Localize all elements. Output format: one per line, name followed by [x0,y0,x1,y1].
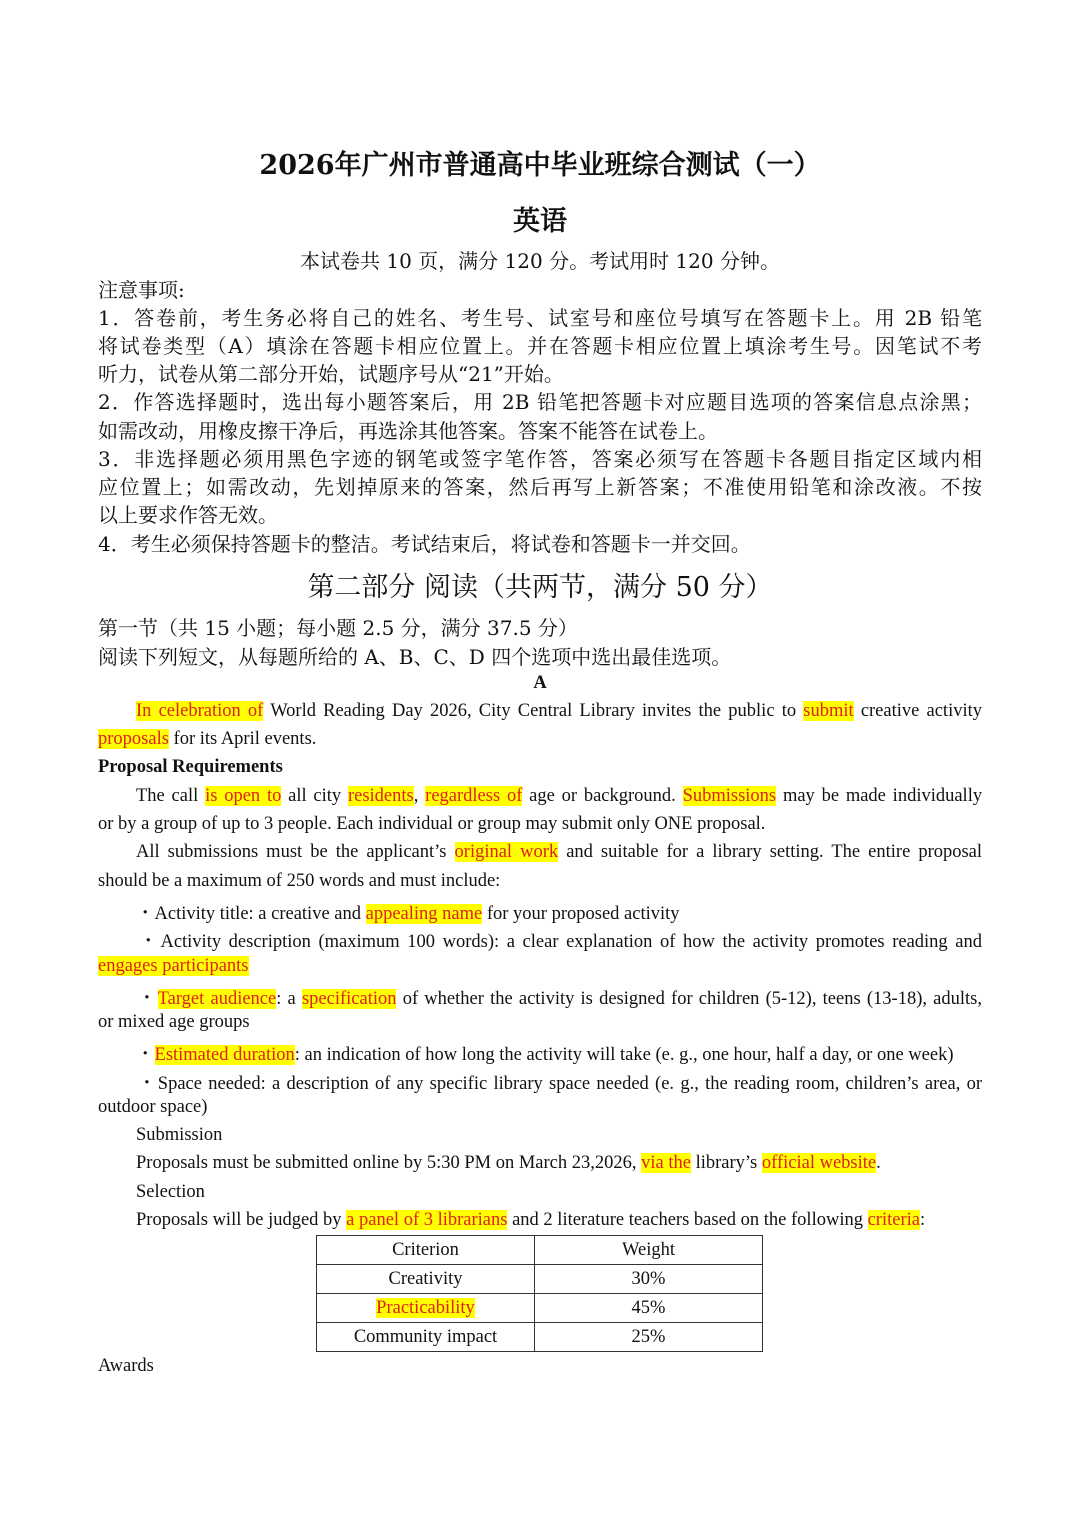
highlight: proposals [98,729,169,749]
notice-line: 将试卷类型（A）填涂在答题卡相应位置上。并在答题卡相应位置上填涂考生号。因笔试不考 [98,334,982,358]
highlight: residents [347,786,414,806]
submission-text: Proposals must be submitted online by 5:30 PM on March 23,2026, via the library’s official website. [136,1153,881,1173]
subject-title: 英语 [513,206,567,237]
highlight: is open to [205,786,282,806]
bullet-item: ・Estimated duration: an indication of how long the activity will take (e. g., one hour, half a day, or one week) [136,1045,954,1065]
highlight: a panel of 3 librarians [346,1210,508,1230]
paragraph: The call is open to all city residents, regardless of age or background. Submissions may be made individually [136,786,983,806]
selection-text: Proposals will be judged by a panel of 3 librarians and 2 literature teachers based on the following criteria: [136,1210,926,1230]
highlight: submit [803,701,854,721]
table-cell [317,1294,535,1323]
highlight: original work [454,842,559,862]
submission-heading: Submission [136,1125,223,1145]
paragraph: All submissions must be the applicant’s original work and suitable for a library setting. The entire proposal [136,842,983,862]
passage-intro: In celebration of World Reading Day 2026, City Central Library invites the public to submit creative activity [136,701,982,721]
notice-line: 如需改动，用橡皮擦干净后，再选涂其他答案。答案不能答在试卷上。 [98,419,718,443]
table-row [317,1323,763,1352]
table-header-cell: Weight [535,1236,763,1265]
notice-line: 听力，试卷从第二部分开始，试题序号从“21”开始。 [98,362,564,386]
notice-line: 1．答卷前，考生务必将自己的姓名、考生号、试室号和座位号填写在答题卡上。用 2B 铅笔 [98,306,982,330]
notice-line: 4．考生必须保持答题卡的整洁。考试结束后，将试卷和答题卡一并交回。 [98,532,751,556]
table-cell: Community impact [317,1323,535,1352]
exam-info: 本试卷共 10 页，满分 120 分。考试用时 120 分钟。 [300,249,780,273]
table-header-row [317,1236,763,1265]
criteria-table [316,1235,763,1352]
notice-heading: 注意事项: [98,278,185,302]
table-row [317,1265,763,1294]
highlight: appealing name [365,904,483,924]
highlight: via the [641,1153,691,1173]
highlight: Estimated duration [154,1045,295,1065]
highlight: criteria [867,1210,920,1230]
notice-line: 2．作答选择题时，选出每小题答案后，用 2B 铅笔把答题卡对应题目选项的答案信息点涂黑； [98,390,982,414]
section-title: 第一节（共 15 小题；每小题 2.5 分，满分 37.5 分） [98,616,578,640]
highlight: official website [761,1153,877,1173]
table-cell: 30% [535,1265,763,1294]
selection-heading: Selection [136,1182,205,1202]
bullet-item: ・Space needed: a description of any specific library space needed (e. g., the reading room, children’s area, or [136,1074,982,1094]
section-instruction: 阅读下列短文，从每题所给的 A、B、C、D 四个选项中选出最佳选项。 [98,645,732,669]
highlight: engages participants [98,956,249,976]
bullet-item-cont: or mixed age groups [98,1012,250,1032]
requirements-heading: Proposal Requirements [98,757,283,777]
notice-line: 以上要求作答无效。 [98,503,278,527]
bullet-item-cont [98,956,982,977]
paragraph-cont: should be a maximum of 250 words and must include: [98,871,501,891]
highlight: Practicability [376,1297,475,1318]
passage-intro-cont: proposals for its April events. [98,729,317,749]
highlight: Submissions [682,786,777,806]
highlight: specification [301,989,397,1009]
table-cell: 45% [535,1294,763,1323]
bullet-item: ・Activity description (maximum 100 words): a clear explanation of how the activity promotes reading and [136,932,982,952]
highlight: regardless of [425,786,523,806]
notice-line: 3．非选择题必须用黑色字迹的钢笔或签字笔作答，答案必须写在答题卡各题目指定区域内相 [98,447,982,471]
table-cell: Creativity [317,1265,535,1294]
bullet-item: ・Activity title: a creative and appealing name for your proposed activity [136,904,680,924]
passage-label: A [533,673,547,693]
bullet-item-cont: outdoor space) [98,1097,208,1117]
highlight: In celebration of [136,701,264,721]
table-row [317,1294,763,1323]
table-cell: 25% [535,1323,763,1352]
notice-line: 应位置上；如需改动，先划掉原来的答案，然后再写上新答案；不准使用铅笔和涂改液。不按 [98,475,982,499]
part-title: 第二部分 阅读（共两节，满分 50 分） [307,572,773,603]
awards-heading: Awards [98,1356,154,1376]
table-header-cell: Criterion [317,1236,535,1265]
bullet-item: ・Target audience: a specification of whether the activity is designed for children (5-12), teens (13-18), adults, [136,989,982,1009]
paragraph-cont: or by a group of up to 3 people. Each individual or group may submit only ONE proposal. [98,814,766,834]
highlight: Target audience [157,989,277,1009]
exam-title: 2026年广州市普通高中毕业班综合测试（一） [259,150,821,181]
